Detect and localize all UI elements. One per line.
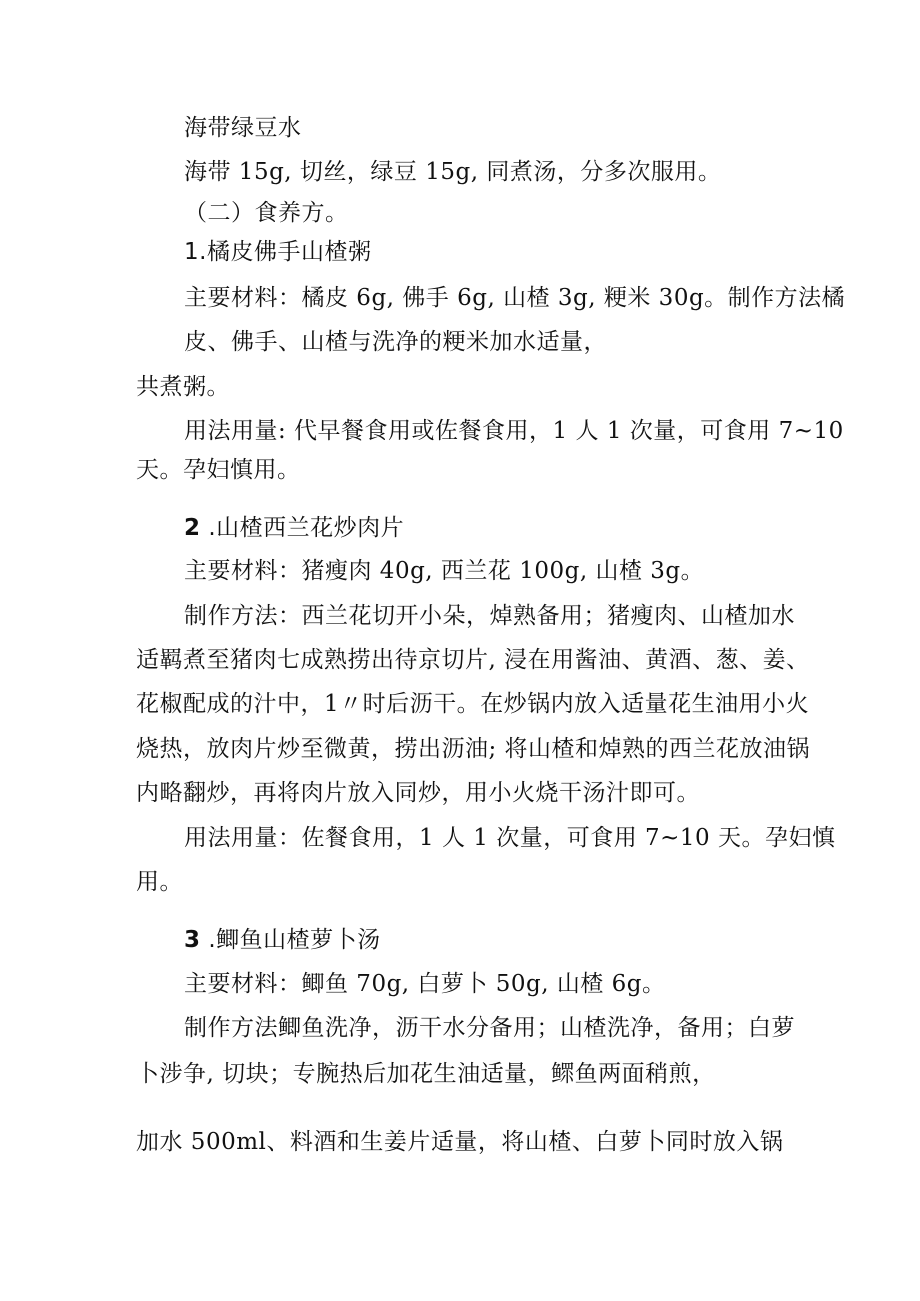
recipe-2-number: 2 bbox=[184, 515, 201, 541]
paragraph-recipe-2-method: 制作方法：西兰花切开小朵，焯熟备用；猪瘦肉、山楂加水 bbox=[184, 603, 795, 629]
recipe-3-number: 3 bbox=[184, 927, 201, 953]
paragraph-kelp-recipe: 海带 15g, 切丝，绿豆 15g, 同煮汤，分多次服用。 bbox=[184, 159, 722, 185]
heading-recipe-3 bbox=[184, 925, 381, 955]
paragraph-recipe-3-materials: 主要材料：鲫鱼 70g, 白萝卜 50g, 山楂 6g。 bbox=[184, 971, 666, 997]
paragraph-recipe-2-materials: 主要材料：猪瘦肉 40g, 西兰花 100g, 山楂 3g。 bbox=[184, 558, 705, 584]
paragraph-recipe-2-method-line2: 适羁煮至猪肉七成熟捞出待京切片, 浸在用酱油、黄酒、葱、姜、 bbox=[136, 647, 810, 673]
paragraph-recipe-2-usage-end: 用。 bbox=[136, 869, 183, 895]
paragraph-recipe-1-method-end: 共煮粥。 bbox=[136, 374, 230, 400]
recipe-1-number: 1 bbox=[184, 239, 200, 265]
heading-recipe-2 bbox=[184, 513, 404, 543]
paragraph-recipe-2-usage: 用法用量：佐餐食用，1 人 1 次量，可食用 7~10 天。孕妇慎 bbox=[184, 825, 836, 851]
paragraph-recipe-3-method: 制作方法鲫鱼洗净，沥干水分备用；山楂洗净，备用；白萝 bbox=[184, 1015, 795, 1041]
heading-recipe-1 bbox=[184, 237, 371, 267]
heading-kelp-mung-bean-water: 海带绿豆水 bbox=[184, 115, 302, 141]
paragraph-recipe-1-usage: 用法用量: 代早餐食用或佐餐食用，1 人 1 次量，可食用 7~10 bbox=[184, 418, 844, 444]
paragraph-recipe-3-method-line3: 加水 500ml、料酒和生姜片适量，将山楂、白萝卜同时放入锅 bbox=[136, 1129, 784, 1155]
paragraph-recipe-3-method-line2: 卜涉争, 切块；专腕热后加花生油适量，鳏鱼两面稍煎， bbox=[136, 1061, 716, 1087]
heading-section-diet-recipes: （二）食养方。 bbox=[184, 200, 349, 226]
paragraph-recipe-1-materials: 主要材料：橘皮 6g, 佛手 6g, 山楂 3g, 粳米 30g。制作方法橘 bbox=[184, 285, 846, 311]
paragraph-recipe-1-usage-end: 天。孕妇慎用。 bbox=[136, 457, 301, 483]
paragraph-recipe-2-method-line3: 花椒配成的汁中，1〃时后沥干。在炒锅内放入适量花生油用小火 bbox=[136, 691, 810, 717]
recipe-1-title: .橘皮佛手山楂粥 bbox=[199, 239, 372, 265]
recipe-3-title: .鲫鱼山楂萝卜汤 bbox=[200, 927, 381, 953]
paragraph-recipe-1-method: 皮、佛手、山楂与洗净的粳米加水适量， bbox=[184, 329, 607, 355]
recipe-2-title: .山楂西兰花炒肉片 bbox=[200, 515, 405, 541]
paragraph-recipe-2-method-line4: 烧热，放肉片炒至微黄，捞出沥油; 将山楂和焯熟的西兰花放油锅 bbox=[136, 736, 811, 762]
paragraph-recipe-2-method-line5: 内略翻炒，再将肉片放入同炒，用小火烧干汤汁即可。 bbox=[136, 780, 700, 806]
